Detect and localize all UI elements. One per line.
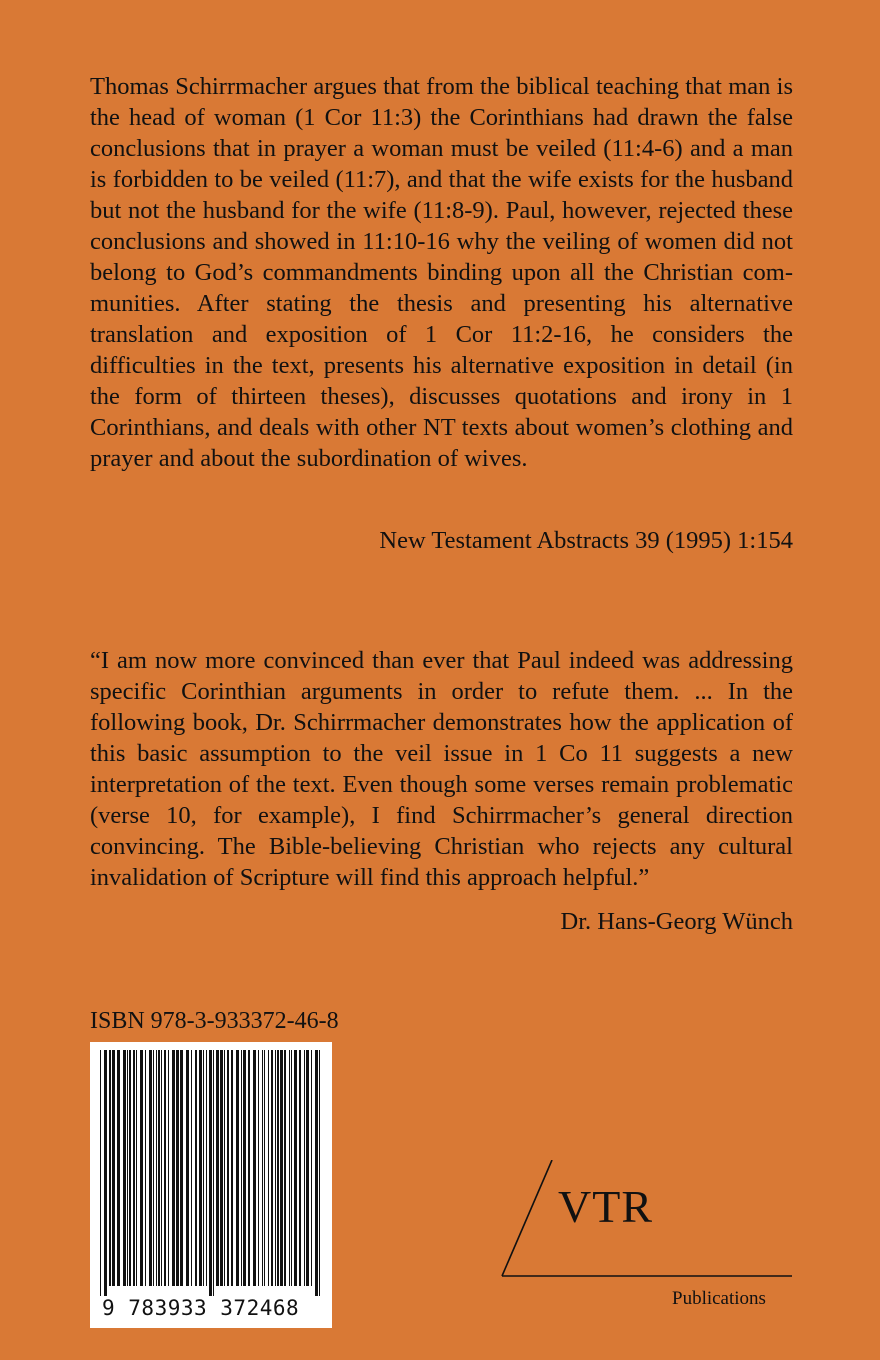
barcode-bar [104, 1050, 107, 1296]
barcode-bar [224, 1050, 225, 1286]
publisher-logo [500, 1160, 810, 1320]
barcode-bar [153, 1050, 154, 1286]
barcode-bar [209, 1050, 212, 1296]
quote-author: Dr. Hans-Georg Wünch [560, 908, 793, 935]
barcode-digits: 9 783933 372468 [102, 1296, 300, 1320]
barcode-bar [231, 1050, 233, 1286]
barcode-bar [145, 1050, 146, 1286]
barcode-bar [127, 1050, 128, 1286]
barcode-bar [253, 1050, 256, 1286]
barcode-bar [258, 1050, 259, 1286]
endorsement-quote: “I am now more convinced than ever that Paul indeed was addressing specific Corinthian arguments in order to refute them. ... In the following book, Dr. Schirrmacher demonstrates how the application of this basic assumption to the veil issue in 1 Co 11 suggests a new interpretation of the text. Even though some verses remain problematic (verse 10, for example), I find Schirrmacher’s general direction convincing. The Bible-believing Christian who rejects any cultural invalidation of Scripture will find this approach helpful.” [90, 646, 793, 891]
barcode-bar [289, 1050, 290, 1286]
barcode-bar [304, 1050, 305, 1286]
barcode-bar [164, 1050, 166, 1286]
barcode-bar [275, 1050, 276, 1286]
barcode-bar [136, 1050, 137, 1286]
barcode-bar [133, 1050, 135, 1286]
barcode-bars [100, 1050, 322, 1296]
barcode-bar [227, 1050, 229, 1286]
barcode-bar [315, 1050, 318, 1296]
barcode-bar [203, 1050, 204, 1286]
barcode-bar [149, 1050, 152, 1286]
barcode-bar [172, 1050, 175, 1286]
barcode-bar [191, 1050, 192, 1286]
barcode-bar [161, 1050, 162, 1286]
barcode-bar [213, 1050, 214, 1296]
barcode-bar [123, 1050, 126, 1286]
barcode-bar [268, 1050, 269, 1286]
barcode-bar [129, 1050, 131, 1286]
barcode-bar [243, 1050, 246, 1286]
barcode-bar [284, 1050, 286, 1286]
logo-subtitle: Publications [672, 1288, 766, 1309]
logo-text: VTR [558, 1181, 653, 1232]
barcode-bar [277, 1050, 279, 1286]
barcode-bar [271, 1050, 273, 1286]
barcode-bar [216, 1050, 219, 1286]
isbn-label: ISBN 978-3-933372-46-8 [90, 1008, 339, 1034]
barcode-bar [112, 1050, 115, 1286]
barcode-bar [100, 1050, 101, 1296]
barcode-bar [311, 1050, 312, 1286]
barcode-bar [306, 1050, 309, 1286]
barcode-bar [220, 1050, 223, 1286]
barcode-bar [180, 1050, 183, 1286]
barcode-bar [294, 1050, 297, 1286]
barcode-bar [236, 1050, 239, 1286]
abstract-source: New Testament Abstracts 39 (1995) 1:154 [379, 527, 793, 554]
barcode-bar [195, 1050, 197, 1286]
barcode-bar [156, 1050, 157, 1286]
barcode [90, 1042, 332, 1328]
barcode-bar [248, 1050, 250, 1286]
barcode-bar [168, 1050, 169, 1286]
barcode-bar [117, 1050, 120, 1286]
barcode-bar [319, 1050, 320, 1296]
abstract-paragraph: Thomas Schirrmacher argues that from the biblical teaching that man is the head of woman (1 Cor 11:3) the Corinthians had drawn the false conclusions that in prayer a woman must be veiled (11:4-6) and a man is forbidden to be veiled (11:7), and that the wife exists for the husband but not the husband for the wife (11:8-9). Paul, however, rejected these conclusions and showed in 11:10-16 why the veiling of women did not belong to God’s commandments binding upon all the Christian communities. After stating the thesis and presenting his alternative translation and exposition of 1 Cor 11:2-16, he considers the difficulties in the text, presents his alternative exposition in detail (in the form of thirteen theses), discusses quotations and irony in 1 Corinthians, and deals with other NT texts about women’s clothing and prayer and about the subordination of wives. [90, 72, 793, 472]
barcode-bar [176, 1050, 179, 1286]
barcode-bar [291, 1050, 292, 1286]
barcode-bar [264, 1050, 265, 1286]
barcode-bar [158, 1050, 160, 1286]
barcode-bar [262, 1050, 263, 1286]
barcode-bar [299, 1050, 301, 1286]
barcode-bar [140, 1050, 143, 1286]
barcode-bar [186, 1050, 189, 1286]
barcode-bar [280, 1050, 283, 1286]
barcode-bar [241, 1050, 242, 1286]
barcode-bar [199, 1050, 202, 1286]
barcode-bar [206, 1050, 207, 1286]
barcode-bar [109, 1050, 111, 1286]
